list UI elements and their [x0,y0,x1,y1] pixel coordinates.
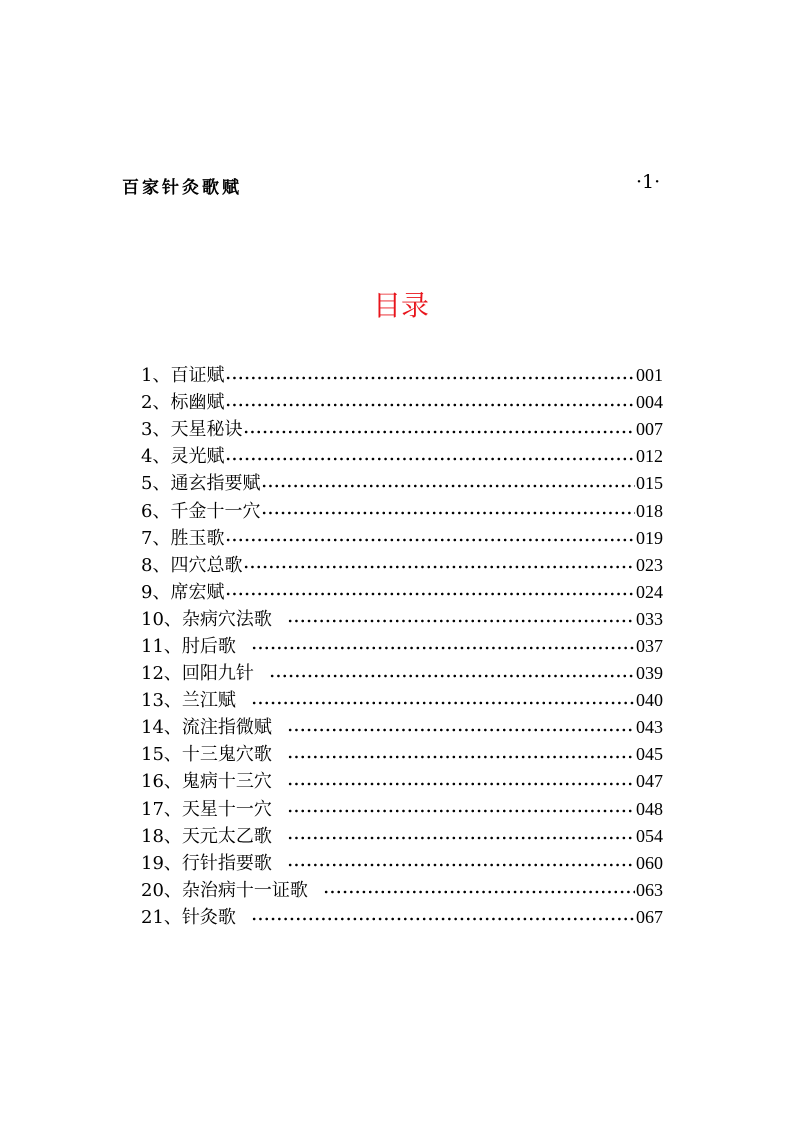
toc-entry-title: 四穴总歌 [170,554,243,576]
toc-entry[interactable] [141,525,663,552]
dot-leader [225,403,635,407]
toc-entry-page: 067 [636,906,663,927]
toc-entry[interactable] [141,606,663,633]
page-number: ·1· [636,171,661,193]
toc-entry-title: 肘后歌 [181,635,236,657]
toc-entry-number: 18、 [141,825,182,847]
toc-entry[interactable] [141,416,663,443]
dot-leader [269,674,635,678]
dot-leader [225,457,635,461]
toc-entry-title: 行针指要歌 [181,852,272,874]
toc-entry[interactable] [141,660,663,687]
toc-entry-title: 针灸歌 [181,906,236,928]
toc-entry-number: 3、 [141,419,171,441]
toc-entry[interactable] [141,389,663,416]
dot-leader [287,782,635,786]
toc-entry-number: 19、 [141,852,182,874]
dot-leader [287,863,635,867]
toc-entry[interactable] [141,850,663,877]
dot-leader [225,538,635,542]
toc-entry-title: 千金十一穴 [170,500,261,522]
running-header-title: 百家针灸歌赋 [122,178,242,198]
toc-entry-number: 14、 [141,717,182,739]
toc-entry[interactable] [141,904,663,931]
dot-leader [287,728,635,732]
dot-leader [261,511,635,515]
toc-entry-number: 7、 [141,527,171,549]
dot-leader [323,890,635,894]
toc-entry-number: 13、 [141,690,182,712]
toc-entry[interactable] [141,741,663,768]
toc-entry-page: 012 [636,446,663,467]
toc-entry[interactable] [141,579,663,606]
toc-entry-page: 015 [636,473,663,494]
toc-entry-title: 兰江赋 [181,690,236,712]
toc-entry-page: 048 [636,798,663,819]
dot-leader [251,917,635,921]
dot-leader [251,646,635,650]
toc-entry-title: 杂治病十一证歌 [181,879,308,901]
toc-entry[interactable] [141,497,663,524]
page-title: 目录 [372,289,429,322]
toc-entry-page: 033 [636,608,663,629]
dot-leader [287,809,635,813]
toc-entry-title: 鬼病十三穴 [181,771,272,793]
dot-leader [287,755,635,759]
toc-entry-number: 6、 [141,500,171,522]
toc-entry-page: 047 [636,771,663,792]
toc-entry-number: 11、 [141,635,182,657]
toc-entry-number: 15、 [141,744,182,766]
toc-entry-title: 天星秘诀 [170,419,243,441]
toc-entry-page: 023 [636,554,663,575]
toc-entry-page: 004 [636,392,663,413]
toc-entry-page: 043 [636,717,663,738]
toc-entry-page: 024 [636,581,663,602]
toc-entry-number: 8、 [141,554,171,576]
toc-entry[interactable] [141,552,663,579]
toc-entry[interactable] [141,768,663,795]
dot-leader [287,619,635,623]
toc-entry[interactable] [141,796,663,823]
toc-entry-number: 20、 [141,879,182,901]
toc-entry-number: 5、 [141,473,171,495]
toc-entry-page: 039 [636,663,663,684]
toc-entry-number: 1、 [141,365,171,387]
toc-entry-page: 037 [636,635,663,656]
toc-entry-title: 标幽赋 [170,392,225,414]
toc-entry-page: 018 [636,500,663,521]
toc-entry-page: 040 [636,690,663,711]
toc-entry-title: 百证赋 [170,365,225,387]
table-of-contents [141,362,663,931]
toc-entry-title: 杂病穴法歌 [181,608,272,630]
toc-entry-number: 2、 [141,392,171,414]
toc-entry-title: 席宏赋 [170,581,225,603]
toc-entry[interactable] [141,470,663,497]
toc-entry-number: 12、 [141,663,182,685]
toc-entry-page: 001 [636,365,663,386]
dot-leader [225,592,635,596]
toc-entry-number: 10、 [141,608,182,630]
toc-entry-page: 060 [636,852,663,873]
toc-entry-number: 21、 [141,906,182,928]
toc-entry-page: 054 [636,825,663,846]
toc-entry-title: 十三鬼穴歌 [181,744,272,766]
toc-entry-title: 天星十一穴 [181,798,272,820]
dot-leader [225,376,635,380]
toc-entry-number: 16、 [141,771,182,793]
toc-entry-number: 17、 [141,798,182,820]
dot-leader [251,701,635,705]
toc-entry-title: 胜玉歌 [170,527,225,549]
toc-entry[interactable] [141,687,663,714]
toc-entry-title: 通玄指要赋 [170,473,261,495]
toc-entry-title: 灵光赋 [170,446,225,468]
toc-entry-title: 流注指微赋 [181,717,272,739]
toc-entry[interactable] [141,823,663,850]
toc-entry-title: 天元太乙歌 [181,825,272,847]
dot-leader [287,836,635,840]
toc-entry[interactable] [141,443,663,470]
toc-entry-number: 9、 [141,581,171,603]
toc-entry[interactable] [141,362,663,389]
toc-entry-number: 4、 [141,446,171,468]
toc-entry-page: 019 [636,527,663,548]
toc-entry-title: 回阳九针 [181,663,254,685]
toc-entry[interactable] [141,714,663,741]
dot-leader [243,565,635,569]
toc-entry-page: 007 [636,419,663,440]
toc-entry[interactable] [141,633,663,660]
toc-entry[interactable] [141,877,663,904]
toc-entry-page: 045 [636,744,663,765]
dot-leader [261,484,635,488]
dot-leader [243,430,635,434]
toc-entry-page: 063 [636,879,663,900]
